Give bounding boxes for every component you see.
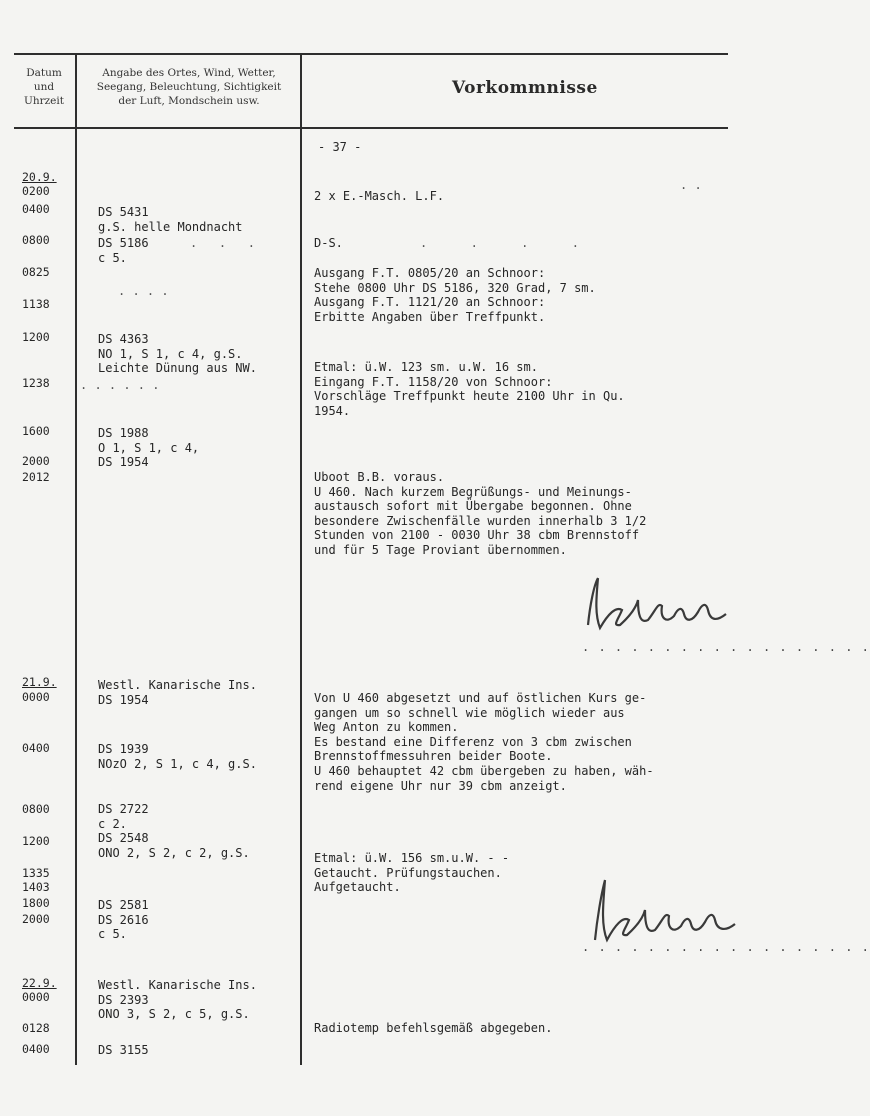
log-time: 0800 [22,233,50,247]
column-divider-2 [300,53,302,1065]
log-time: 1200 [22,330,50,344]
dotted-marks: . . [680,178,702,192]
log-time: 22.9. [22,976,57,990]
log-time: 0000 [22,990,50,1004]
signature-1-line: . . . . . . . . . . . . . . . . . . [582,640,870,654]
log-time: 2000 [22,912,50,926]
header-place-line-1: Angabe des Ortes, Wind, Wetter, [102,67,276,79]
log-time: 0400 [22,202,50,216]
position-weather-entry: DS 2581 DS 2616 c 5. [98,898,149,942]
header-place-line-3: der Luft, Mondschein usw. [118,95,260,107]
event-entry: Uboot B.B. voraus. U 460. Nach kurzem Begrüßungs- und Meinungs- austausch sofort mit Übergabe begonnen. Ohne besondere Zwischenfälle wurden innerhalb 3 1/2 Stunden von 2100 - 0030 Uhr 38 cbm Brennstoff und für 5 Tage Proviant übernommen. [314,470,647,557]
header-date-line-3: Uhrzeit [24,95,64,107]
event-entry: Radiotemp befehlsgemäß abgegeben. [314,1021,553,1035]
dotted-marks: . . . [190,236,256,250]
log-time: 1200 [22,834,50,848]
header-date-column [14,66,74,108]
log-time: 1403 [22,880,50,894]
top-rule [14,53,728,55]
event-entry: Von U 460 abgesetzt und auf östlichen Kurs ge- gangen um so schnell wie möglich wieder aus Weg Anton zu kommen. Es bestand eine Differenz von 3 cbm zwischen Brennstoffmessuhren beider Boote. U 460 behauptet 42 cbm übergeben zu haben, wäh- rend eigene Uhr nur 39 cbm anzeigt. [314,691,654,793]
log-time: 0400 [22,1042,50,1056]
column-divider-1 [75,53,77,1065]
log-time: 1138 [22,297,50,311]
log-time: 0800 [22,802,50,816]
log-time: 1600 [22,424,50,438]
log-time: 2000 [22,454,50,468]
position-weather-entry: DS 3155 [98,1043,149,1057]
log-time: 1335 [22,866,50,880]
log-time: 21.9. [22,675,57,689]
log-time: 1238 [22,376,50,390]
log-time: 0128 [22,1021,50,1035]
log-time: 0000 [22,690,50,704]
dotted-marks: . . . . [118,284,169,298]
position-weather-entry: DS 5431 g.S. helle Mondnacht [98,205,243,234]
signature-2 [575,870,745,950]
header-date-line-2: und [33,81,55,93]
dotted-marks: . . . . [420,236,579,250]
log-time: 20.9. [22,170,57,184]
header-bottom-rule [14,127,728,129]
position-weather-entry: DS 1988 O 1, S 1, c 4, DS 1954 [98,426,200,470]
position-weather-entry: Westl. Kanarische Ins. DS 1954 [98,678,257,707]
position-weather-entry: DS 5186 c 5. [98,236,149,265]
event-entry: Etmal: ü.W. 123 sm. u.W. 16 sm. Eingang F.T. 1158/20 von Schnoor: Vorschläge Treffpunkt heute 2100 Uhr in Qu. 1954. [314,360,625,418]
log-time: 0200 [22,184,50,198]
event-entry: 2 x E.-Masch. L.F. [314,189,445,203]
header-place-column [78,66,300,108]
header-events-column: Vorkommnisse [452,78,598,98]
log-time: 0400 [22,741,50,755]
position-weather-entry: DS 1939 NOzO 2, S 1, c 4, g.S. [98,742,257,771]
position-weather-entry: DS 2722 c 2. DS 2548 ONO 2, S 2, c 2, g.S. [98,802,250,860]
header-place-line-2: Seegang, Beleuchtung, Sichtigkeit [96,81,282,93]
page-number: - 37 - [318,140,362,154]
position-weather-entry: Westl. Kanarische Ins. DS 2393 ONO 3, S 2, c 5, g.S. [98,978,257,1022]
log-time: 1800 [22,896,50,910]
event-entry: D-S. [314,236,343,250]
signature-1 [578,570,738,640]
dotted-marks: . . . . . . [80,378,160,392]
event-entry: Etmal: ü.W. 156 sm.u.W. - - Getaucht. Prüfungstauchen. Aufgetaucht. [314,851,510,895]
event-entry: Ausgang F.T. 0805/20 an Schnoor: Stehe 0800 Uhr DS 5186, 320 Grad, 7 sm. Ausgang F.T. 1121/20 an Schnoor: Erbitte Angaben über Treffpunkt. [314,266,596,324]
log-time: 0825 [22,265,50,279]
log-time: 2012 [22,470,50,484]
position-weather-entry: DS 4363 NO 1, S 1, c 4, g.S. Leichte Dünung aus NW. [98,332,257,376]
signature-2-line: . . . . . . . . . . . . . . . . . . [582,940,870,954]
header-date-line-1: Datum [26,67,62,79]
